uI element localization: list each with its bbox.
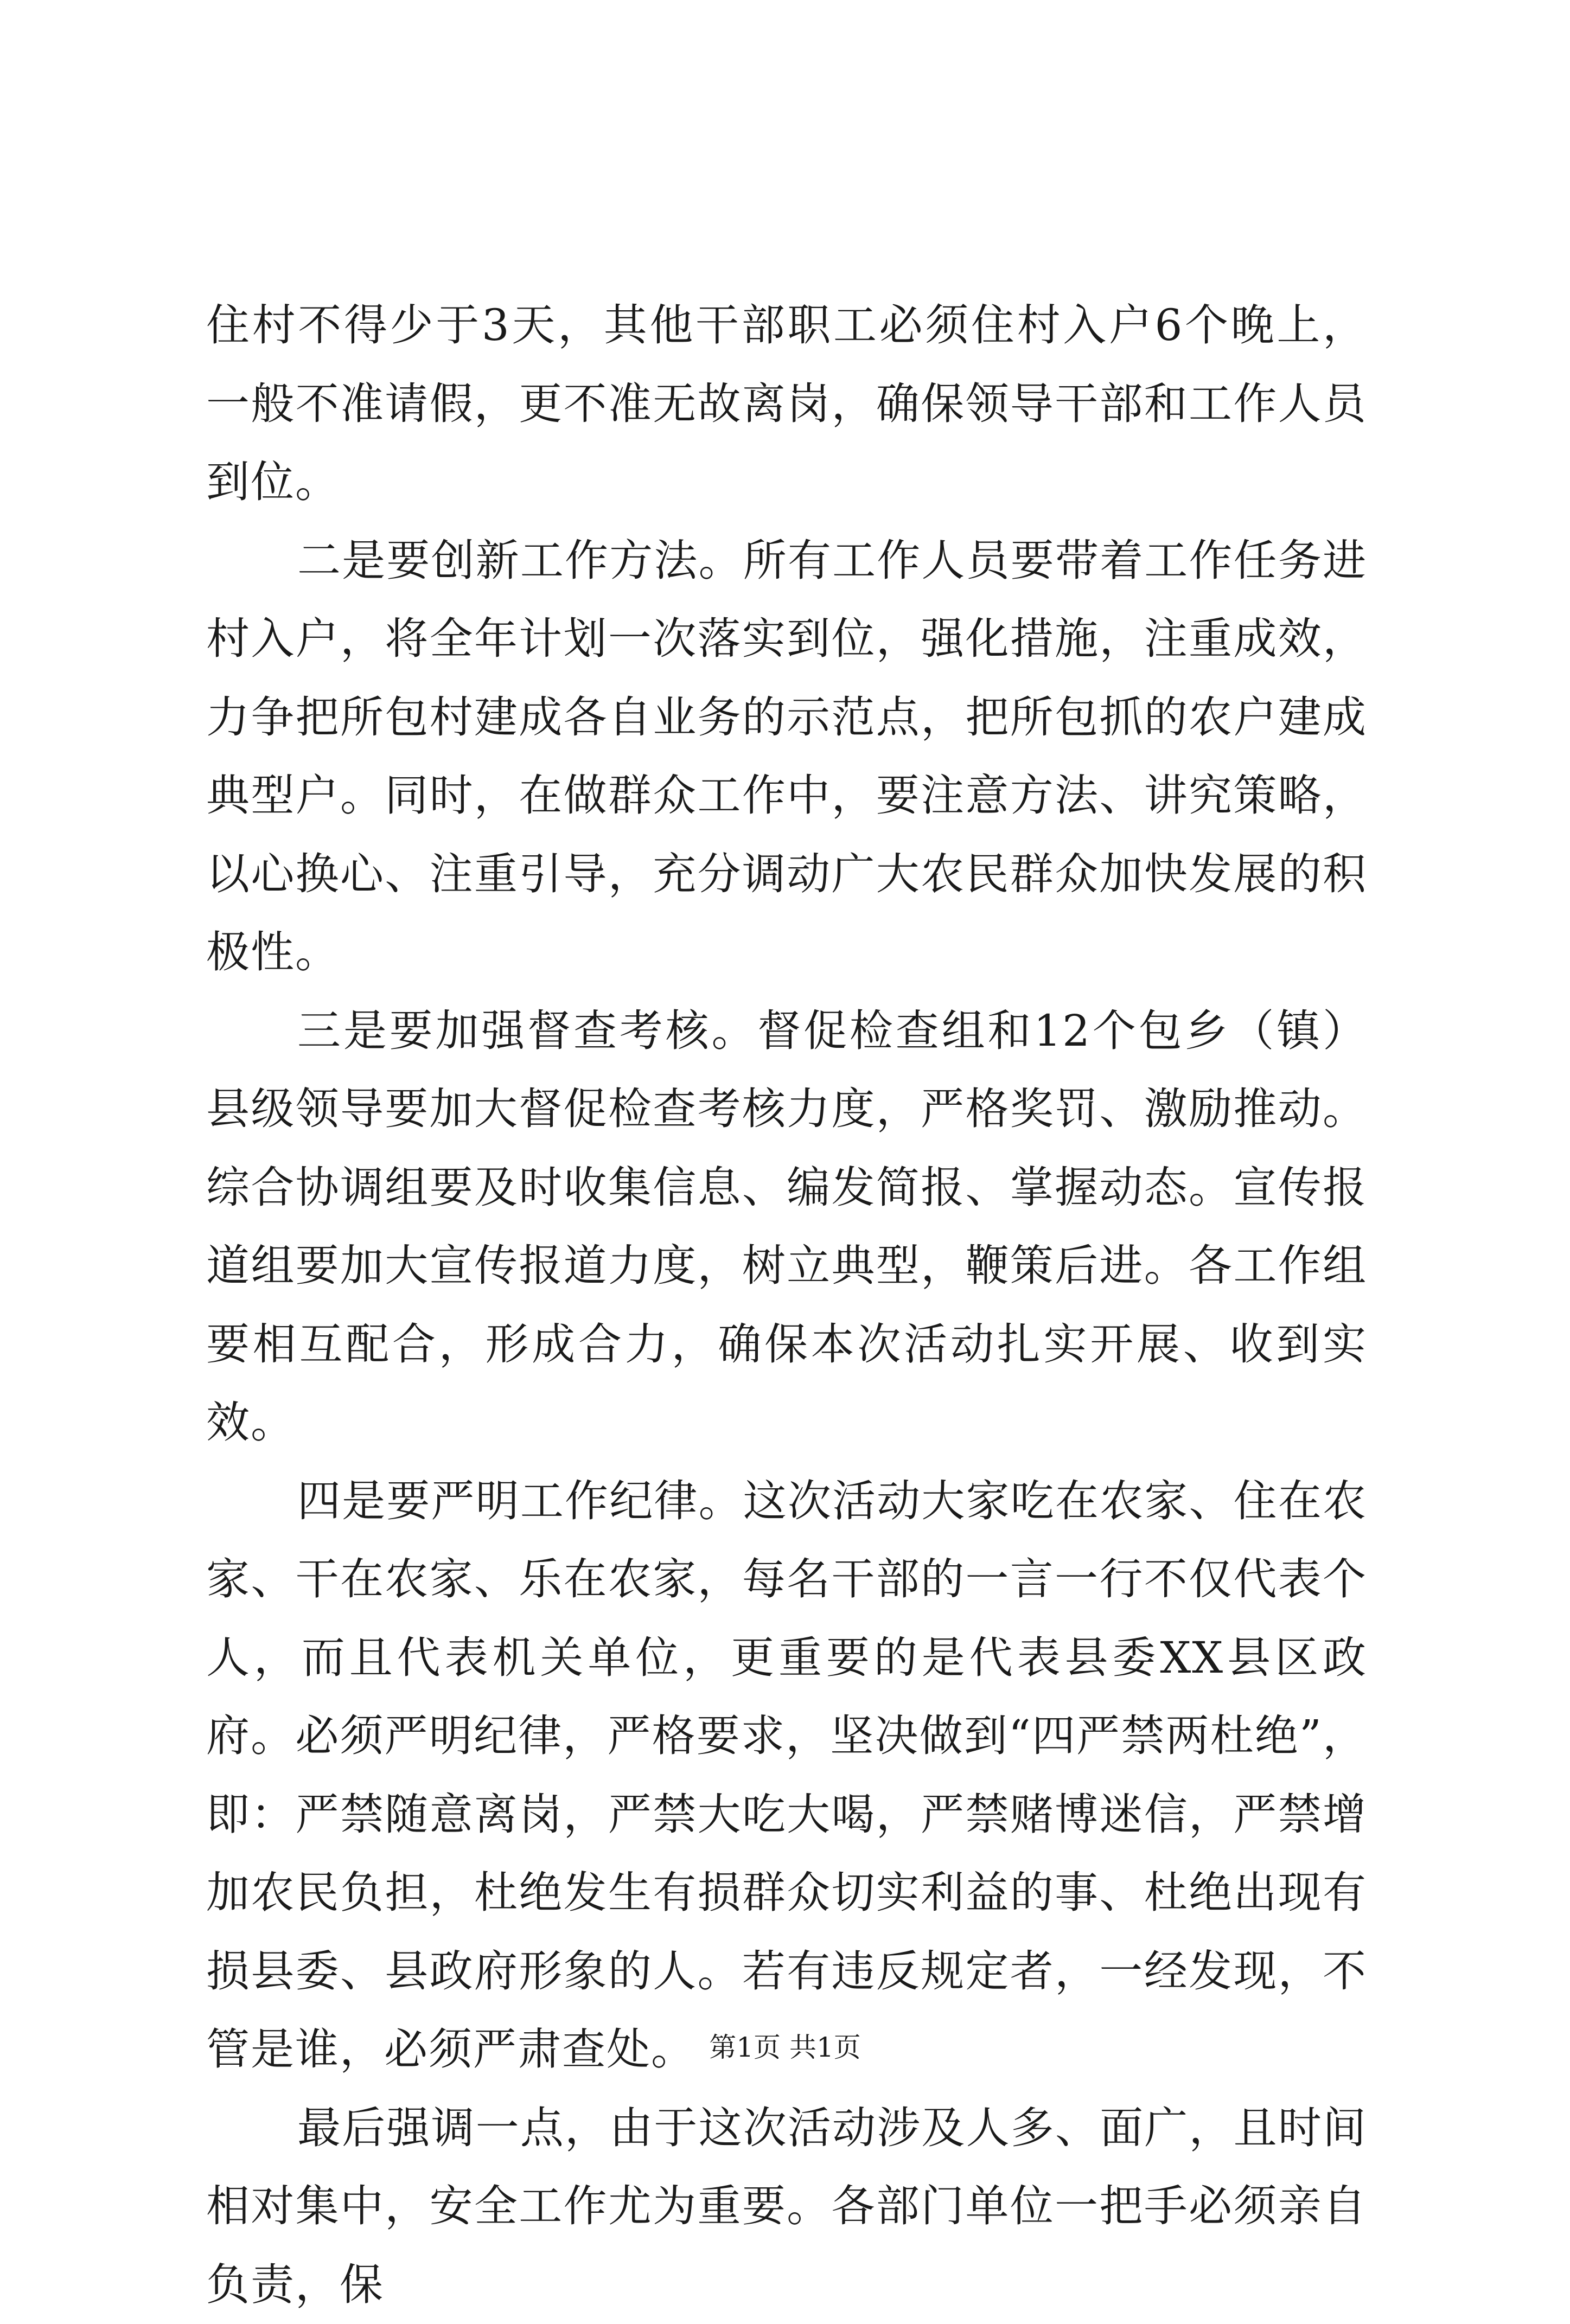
paragraph-continuation: 住村不得少于3天，其他干部职工必须住村入户6个晚上，一般不准请假，更不准无故离岗，确保领导干部和工作人员到位。 (206, 286, 1367, 522)
paragraph-safety: 最后强调一点，由于这次活动涉及人多、面广，且时间相对集中，安全工作尤为重要。各部门单位一把手必须亲自负责，保 (206, 2089, 1367, 2324)
paragraph-supervision: 三是要加强督查考核。督促检查组和12个包乡（镇）县级领导要加大督促检查考核力度，严格奖罚、激励推动。综合协调组要及时收集信息、编发简报、掌握动态。宣传报道组要加大宣传报道力度，树立典型，鞭策后进。各工作组要相互配合，形成合力，确保本次活动扎实开展、收到实效。 (206, 992, 1367, 1462)
page-footer: 第1页 共1页 (0, 2028, 1570, 2066)
paragraph-discipline: 四是要严明工作纪律。这次活动大家吃在农家、住在农家、干在农家、乐在农家，每名干部的一言一行不仅代表个人，而且代表机关单位，更重要的是代表县委XX县区政府。必须严明纪律，严格要求，坚决做到“四严禁两杜绝”，即：严禁随意离岗，严禁大吃大喝，严禁赌博迷信，严禁增加农民负担，杜绝发生有损群众切实利益的事、杜绝出现有损县委、县政府形象的人。若有违反规定者，一经发现，不管是谁，必须严肃查处。 (206, 1462, 1367, 2089)
paragraph-innovate-methods: 二是要创新工作方法。所有工作人员要带着工作任务进村入户，将全年计划一次落实到位，强化措施，注重成效，力争把所包村建成各自业务的示范点，把所包抓的农户建成典型户。同时，在做群众工作中，要注意方法、讲究策略，以心换心、注重引导，充分调动广大农民群众加快发展的积极性。 (206, 522, 1367, 992)
document-body (206, 286, 1367, 2324)
